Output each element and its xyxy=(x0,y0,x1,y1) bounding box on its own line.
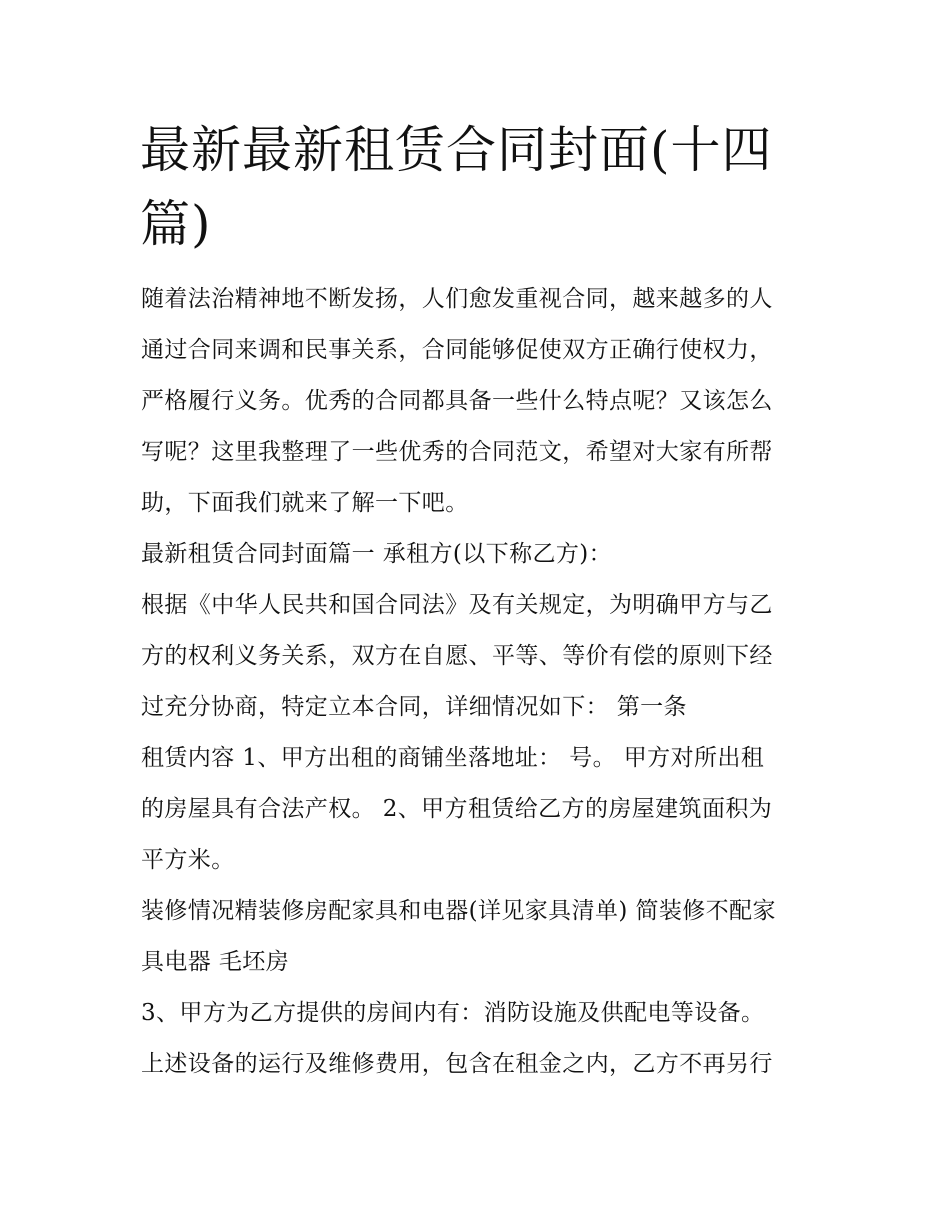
document-title xyxy=(140,113,810,261)
title-line-2: 篇) xyxy=(140,195,212,253)
body-line: 具电器 毛坯房 xyxy=(141,949,290,975)
body-line: 通过合同来调和民事关系，合同能够促使双方正确行使权力， xyxy=(141,337,773,363)
body-line: 写呢？这里我整理了一些优秀的合同范文，希望对大家有所帮 xyxy=(141,439,773,465)
body-line: 助，下面我们就来了解一下吧。 xyxy=(141,490,469,516)
body-line: 过充分协商，特定立本合同，详细情况如下： 第一条 xyxy=(141,694,687,720)
body-line: 方的权利义务关系，双方在自愿、平等、等价有偿的原则下经 xyxy=(141,643,773,669)
body-line: 平方米。 xyxy=(141,847,235,873)
title-line-1: 最新最新租赁合同封面(十四 xyxy=(140,121,773,179)
section-heading-line: 最新租赁合同封面篇一 承租方(以下称乙方)： xyxy=(141,541,613,567)
body-line: 的房屋具有合法产权。 2、甲方租赁给乙方的房屋建筑面积为 xyxy=(141,796,773,822)
body-line: 装修情况精装修房配家具和电器(详见家具清单) 简装修不配家 xyxy=(141,898,776,924)
body-line: 租赁内容 1、甲方出租的商铺坐落地址： 号。 甲方对所出租 xyxy=(141,745,765,771)
body-line: 根据《中华人民共和国合同法》及有关规定，为明确甲方与乙 xyxy=(141,592,773,618)
body-line: 随着法治精神地不断发扬，人们愈发重视合同，越来越多的人 xyxy=(141,286,773,312)
body-line: 3、甲方为乙方提供的房间内有：消防设施及供配电等设备。 xyxy=(141,1000,765,1026)
body-line: 上述设备的运行及维修费用，包含在租金之内，乙方不再另行 xyxy=(141,1051,773,1077)
body-line: 严格履行义务。优秀的合同都具备一些什么特点呢？又该怎么 xyxy=(141,388,773,414)
